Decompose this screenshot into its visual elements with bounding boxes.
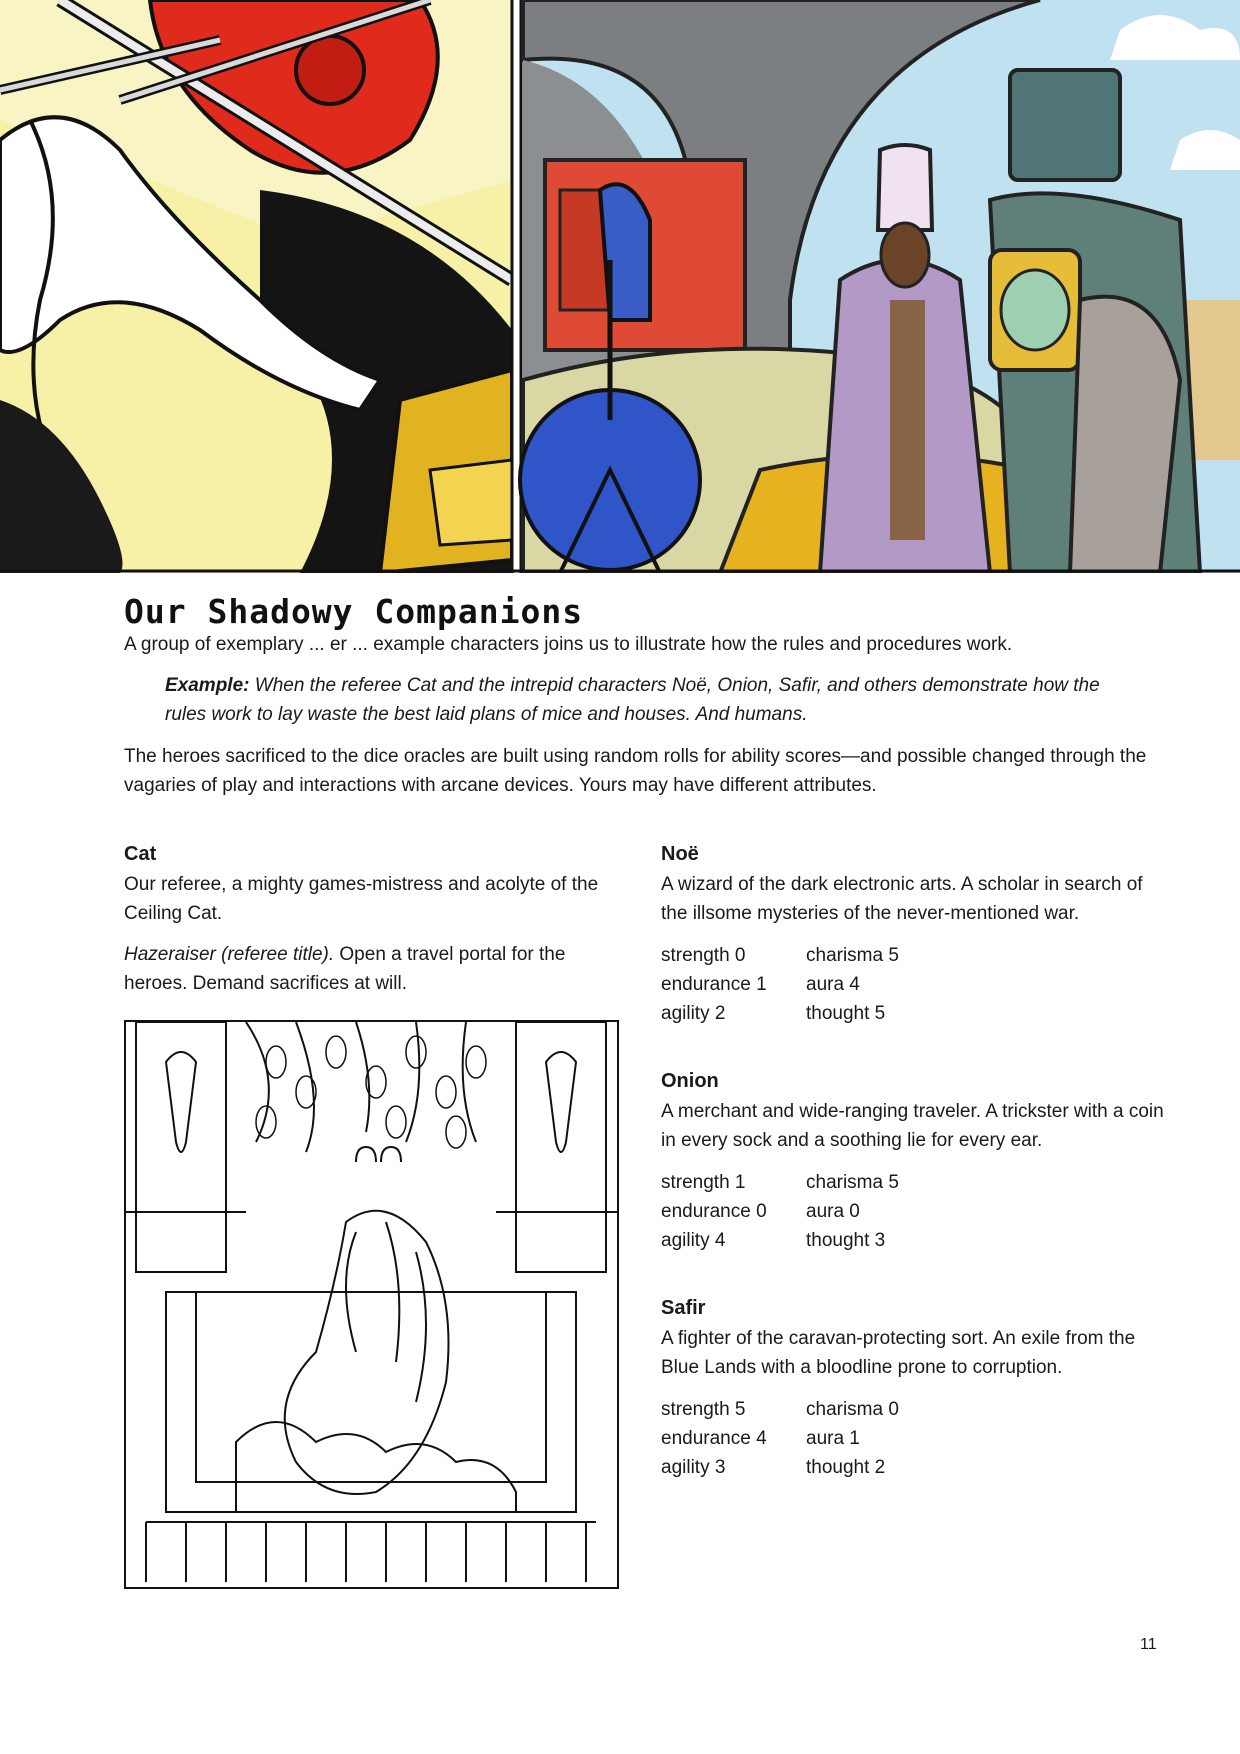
cat-referee-title	[124, 940, 634, 998]
onion-stat-endurance: endurance 0	[661, 1201, 767, 1222]
onion-stat-agility: agility 4	[661, 1230, 726, 1251]
right-comic-panel	[520, 0, 1240, 573]
safir-stat-strength: strength 5	[661, 1399, 746, 1420]
noe-stat-charisma: charisma 5	[806, 945, 899, 966]
onion-stat-strength: strength 1	[661, 1172, 746, 1193]
onion-stat-aura: aura 0	[806, 1201, 860, 1222]
noe-stat-endurance: endurance 1	[661, 974, 767, 995]
safir-stat-thought: thought 2	[806, 1457, 886, 1478]
heroes-paragraph: The heroes sacrificed to the dice oracles are built using random rolls for ability scores—and possible changed through the vagaries of play and interactions with arcane devices. Yours may have different attributes.	[124, 746, 1147, 796]
noe-stat-strength: strength 0	[661, 945, 746, 966]
onion-stat-charisma: charisma 5	[806, 1172, 899, 1193]
noe-stats	[661, 941, 951, 1028]
onion-stat-thought: thought 3	[806, 1230, 886, 1251]
safir-stats	[661, 1395, 951, 1482]
cat-description: Our referee, a mighty games-mistress and acolyte of the Ceiling Cat.	[124, 874, 599, 924]
onion-stats	[661, 1168, 951, 1255]
safir-name: Safir	[661, 1297, 706, 1319]
cat-title-text: Open a travel portal for the heroes. Demand sacrifices at will.	[124, 944, 566, 994]
safir-stat-endurance: endurance 4	[661, 1428, 767, 1449]
safir-stat-charisma: charisma 0	[806, 1399, 899, 1420]
section-heading: Our Shadowy Companions	[124, 592, 584, 631]
safir-stat-agility: agility 3	[661, 1457, 726, 1478]
cat-name: Cat	[124, 843, 157, 865]
example-text: When the referee Cat and the intrepid characters Noë, Onion, Safir, and others demonstrate how the rules work to lay waste the best laid plans of mice and houses. And humans.	[165, 675, 1100, 725]
noe-description: A wizard of the dark electronic arts. A scholar in search of the illsome mysteries of the never-mentioned war.	[661, 874, 1143, 924]
noe-name: Noë	[661, 843, 699, 865]
cat-illustration	[124, 1020, 619, 1589]
page-number: 11	[1140, 1636, 1157, 1653]
onion-description: A merchant and wide-ranging traveler. A trickster with a coin in every sock and a soothing lie for every ear.	[661, 1101, 1164, 1151]
onion-name: Onion	[661, 1070, 719, 1092]
noe-stat-thought: thought 5	[806, 1003, 886, 1024]
example-callout	[165, 671, 1125, 729]
cat-title-label: Hazeraiser (referee title).	[124, 944, 335, 965]
header-illustration	[0, 0, 1240, 573]
safir-stat-aura: aura 1	[806, 1428, 860, 1449]
noe-stat-agility: agility 2	[661, 1003, 726, 1024]
example-label: Example:	[165, 675, 250, 696]
intro-paragraph: A group of exemplary ... er ... example characters joins us to illustrate how the rules and procedures work.	[124, 634, 1013, 655]
noe-stat-aura: aura 4	[806, 974, 860, 995]
left-comic-panel	[0, 0, 512, 573]
safir-description: A fighter of the caravan-protecting sort. An exile from the Blue Lands with a bloodline prone to corruption.	[661, 1328, 1136, 1378]
